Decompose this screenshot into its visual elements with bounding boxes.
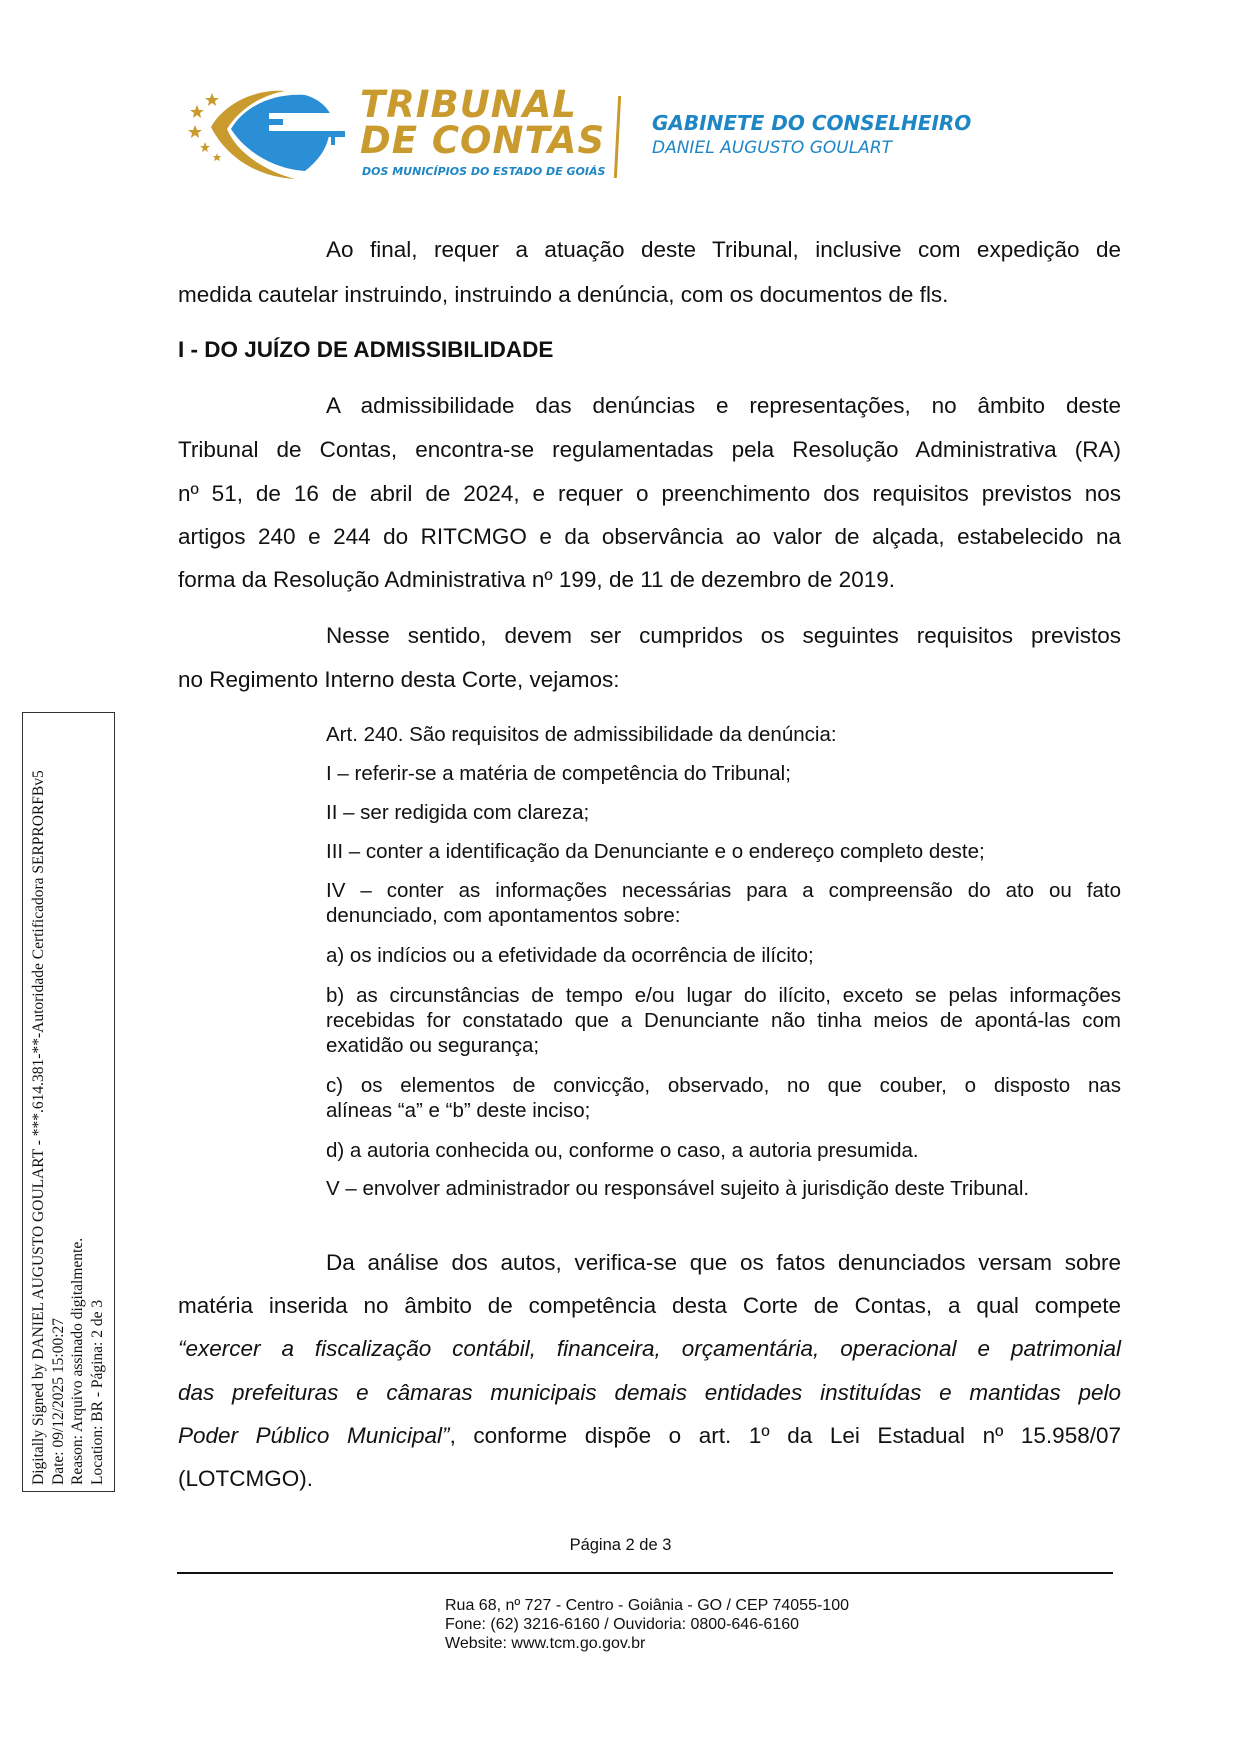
footer-website: Website: www.tcm.go.gov.br [445,1635,646,1652]
quote-item-a: a) os indícios ou a efetividade da ocorrência de ilícito; [326,944,814,967]
office-name: DANIEL AUGUSTO GOULART [652,138,893,158]
logo-text-tribunal: TRIBUNAL [360,83,577,126]
paragraph-line: nº 51, de 16 de abril de 2024, e requer o preenchimento dos requisitos previstos nos [178,481,1121,506]
paragraph-line: artigos 240 e 244 do RITCMGO e da observância ao valor de alçada, estabelecido na [178,524,1121,549]
signature-location: Location: BR - Página: 2 de 3 [88,1299,106,1485]
paragraph-line: Tribunal de Contas, encontra-se regulamentadas pela Resolução Administrativa (RA) [178,437,1121,462]
header-divider [614,96,621,178]
quote-item-i: I – referir-se a matéria de competência do Tribunal; [326,762,791,785]
logo-text-de-contas: DE CONTAS [360,119,606,162]
signature-reason: Reason: Arquivo assinado digitalmente. [69,1237,86,1485]
footer-phone: Fone: (62) 3216-6160 / Ouvidoria: 0800-646-6160 [445,1616,800,1633]
paragraph-line-quote: das prefeituras e câmaras municipais demais entidades instituídas e mantidas pelo [178,1380,1121,1405]
quote-item-v: V – envolver administrador ou responsável sujeito à jurisdição deste Tribunal. [326,1177,1030,1200]
paragraph-line: (LOTCMGO). [178,1466,313,1491]
quote-item-b: b) as circunstâncias de tempo e/ou lugar do ilícito, exceto se pelas informações [326,984,1121,1007]
paragraph-line-quote: “exercer a fiscalização contábil, financeira, orçamentária, operacional e patrimonial [178,1336,1121,1361]
paragraph-line: Da análise dos autos, verifica-se que os fatos denunciados versam sobre [326,1250,1121,1275]
paragraph-line [178,1422,1121,1450]
logo-text-subtitle: DOS MUNICÍPIOS DO ESTADO DE GOIÁS [362,165,606,178]
page-number: Página 2 de 3 [569,1536,672,1554]
quote-item-iv: IV – conter as informações necessárias para a compreensão do ato ou fato [326,879,1121,902]
paragraph-line: forma da Resolução Administrativa nº 199, de 11 de dezembro de 2019. [178,567,895,592]
paragraph-line: matéria inserida no âmbito de competência desta Corte de Contas, a qual compete [178,1293,1121,1318]
quote-item-iv: denunciado, com apontamentos sobre: [326,904,681,927]
citation: , conforme dispõe o art. 1º da Lei Estadual nº 15.958/07 [449,1423,1121,1448]
footer-divider [177,1572,1113,1574]
signature-date: Date: 09/12/2025 15:00:27 [49,1317,67,1485]
quote-item-b: recebidas for constatado que a Denunciante não tinha meios de apontá-las com [326,1009,1121,1032]
section-heading: I - DO JUÍZO DE ADMISSIBILIDADE [178,337,554,362]
footer-address: Rua 68, nº 727 - Centro - Goiânia - GO / CEP 74055-100 [445,1597,849,1614]
quote-article: Art. 240. São requisitos de admissibilidade da denúncia: [326,723,837,746]
digital-signature-stamp [22,712,115,1492]
quote-end: Poder Público Municipal” [178,1423,450,1448]
quote-item-d: d) a autoria conhecida ou, conforme o caso, a autoria presumida. [326,1139,919,1162]
signature-signer: Digitally Signed by DANIEL AUGUSTO GOULART - ***.614.381-**-Autoridade Certificadora SERPRORFBv5 [30,770,47,1485]
quote-item-b: exatidão ou segurança; [326,1034,540,1057]
quote-item-c: alíneas “a” e “b” deste inciso; [326,1099,591,1122]
quote-item-ii: II – ser redigida com clareza; [326,801,590,824]
paragraph-line: no Regimento Interno desta Corte, vejamos: [178,667,620,692]
quote-item-iii: III – conter a identificação da Denunciante e o endereço completo deste; [326,840,985,863]
office-title: GABINETE DO CONSELHEIRO [652,111,972,135]
paragraph-line: medida cautelar instruindo, instruindo a denúncia, com os documentos de fls. [178,282,949,307]
paragraph-line: Nesse sentido, devem ser cumpridos os seguintes requisitos previstos [326,623,1121,648]
quote-item-c: c) os elementos de convicção, observado, no que couber, o disposto nas [326,1074,1121,1097]
paragraph-line: A admissibilidade das denúncias e representações, no âmbito deste [326,393,1121,418]
paragraph-line: Ao final, requer a atuação deste Tribunal, inclusive com expedição de [326,237,1121,262]
tribunal-logo-emblem [185,85,365,185]
